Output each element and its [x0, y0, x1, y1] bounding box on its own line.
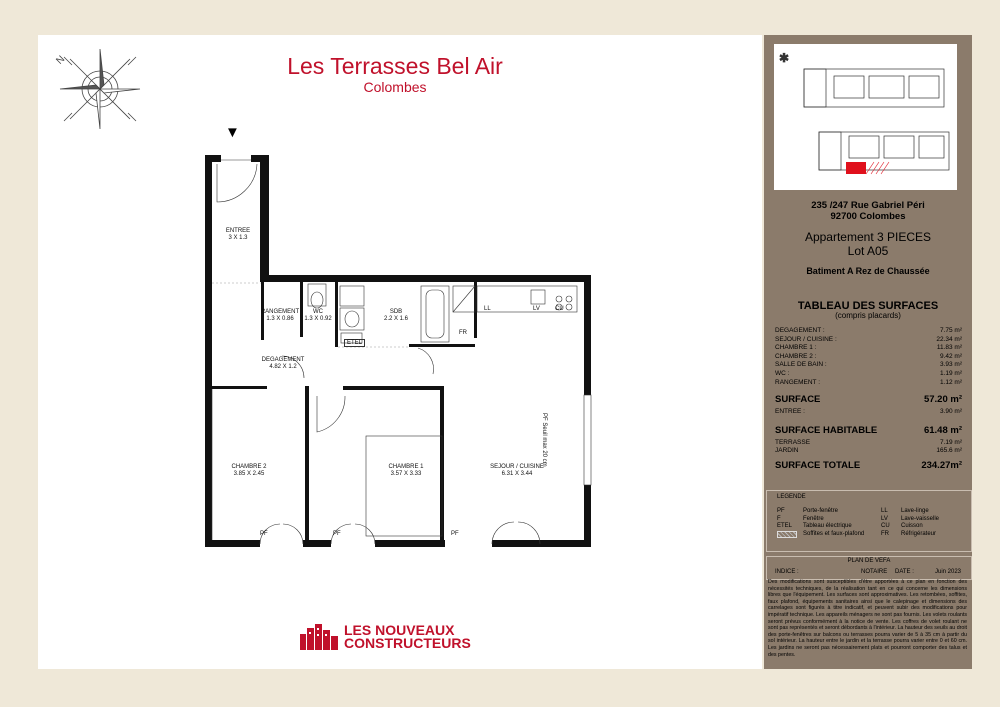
apartment-type: Appartement 3 PIECES Lot A05	[804, 230, 932, 258]
room-rangement: RANGEMENT 1.3 X 0.86	[260, 309, 300, 322]
jardin-row: JARDIN 165.6 m²	[775, 447, 962, 455]
surface-habitable-row: SURFACE HABITABLE 61.48 m²	[775, 424, 962, 436]
compass-rose-icon	[52, 45, 147, 135]
vefa-box: PLAN DE VEFA INDICE : NOTAIRE DATE : Juin 2023	[766, 556, 972, 580]
brand-logo-icon	[300, 624, 338, 650]
surfaces-title: TABLEAU DES SURFACES	[797, 300, 939, 312]
project-city: Colombes	[363, 79, 427, 95]
lv-label: LV	[533, 306, 540, 312]
pf-seuil-label: PF Seuil max 20 cm	[541, 413, 547, 467]
soffite-swatch	[777, 531, 797, 538]
svg-text:N: N	[54, 53, 68, 67]
terrasse-row: TERRASSE 7.19 m²	[775, 438, 962, 446]
north-arrow-icon: ✱	[779, 51, 790, 65]
brand-line-2: CONSTRUCTEURS	[344, 635, 471, 651]
surfaces-subtitle: (compris placards)	[835, 311, 901, 320]
floor-plan	[195, 150, 595, 550]
pf-label-1: PF	[260, 531, 268, 537]
entree-row: ENTREE : 3.90 m²	[775, 408, 962, 416]
disclaimer-text: Des modifications sont susceptibles d'être apportées à ce plan en fonction des nécessités techniques, de la réalisation tant en ce qui concerne les dimensions libres que l'équipement. Les surfaces sont approximatives. Les retombées, soffites, faux plafond, équipements sanitaires ainsi que le calepinage et dimensions des carrelages sont figurés à titre indicatif, et peuvent subir des modifications pour impératif technique. Les appareils ménagers ne sont pas fournis. Les volets roulants seront prévus conformément à la notice de vente. Les coffres de volet roulant ne sont pas représentés et seront débordants à l'intérieur. La hauteur des seuils au droit des porte-fenêtres sur balcons ou terrasses pourra varier de 5 à 35 cm à partir du sol intérieur. La hauteur entre le jardin et la terrasse pourra varier entre 0 et 60 cm. Les jardins ne seront pas nécessairement plats et pourront comporter des talus et des pentes.	[768, 579, 967, 658]
brand-logo	[300, 624, 471, 650]
room-entree: ENTREE 3 X 1.3	[225, 228, 251, 241]
surface-row: SEJOUR / CUISINE : 22.34 m²	[775, 335, 962, 343]
room-sdb: SDB 2.2 X 1.6	[383, 309, 409, 322]
batiment-label: Batiment A Rez de Chaussée	[806, 266, 930, 276]
room-chambre-1: CHAMBRE 1 3.57 X 3.33	[388, 464, 424, 477]
project-title: Les Terrasses Bel Air	[287, 53, 503, 79]
surface-total-row: SURFACE 57.20 m²	[775, 394, 962, 406]
surface-totale-row: SURFACE TOTALE 234.27m²	[775, 459, 962, 471]
cu-label: CU	[555, 306, 564, 312]
legend: LEGENDE PF Porte-fenêtre LL Lave-linge F Fenêtre LV Lave-vaisselle ETEL Tableau électrique CU Cuisson Soffites et faux-plafond FR Réfrigérateur	[766, 490, 972, 552]
surface-row: CHAMBRE 2 : 9.42 m²	[775, 352, 962, 360]
ll-label: LL	[484, 306, 491, 312]
surface-row: DEGAGEMENT : 7.75 m²	[775, 327, 962, 334]
surface-row: RANGEMENT : 1.12 m²	[775, 378, 962, 386]
room-degagement: DEGAGEMENT 4.82 X 1.2	[261, 357, 305, 370]
site-key-plan	[774, 44, 957, 190]
address: 235 /247 Rue Gabriel Péri 92700 Colombes	[811, 200, 925, 222]
room-sejour-cuisine: SEJOUR / CUISINE 6.31 X 3.44	[490, 464, 544, 477]
fr-label: FR	[459, 330, 467, 336]
entry-arrow-icon: ▼	[225, 124, 240, 141]
room-chambre-2: CHAMBRE 2 3.85 X 2.45	[231, 464, 267, 477]
surface-row: SALLE DE BAIN : 3.93 m²	[775, 361, 962, 369]
brand-line-1: LES NOUVEAUX	[344, 622, 455, 638]
room-wc: WC 1.3 X 0.92	[304, 309, 332, 322]
etel-label: ETEL	[344, 339, 365, 347]
pf-label-3: PF	[451, 531, 459, 537]
surface-row: CHAMBRE 1 : 11.83 m²	[775, 344, 962, 352]
surfaces-table	[775, 327, 962, 471]
pf-label-2: PF	[333, 531, 341, 537]
surface-row: WC : 1.19 m²	[775, 369, 962, 377]
